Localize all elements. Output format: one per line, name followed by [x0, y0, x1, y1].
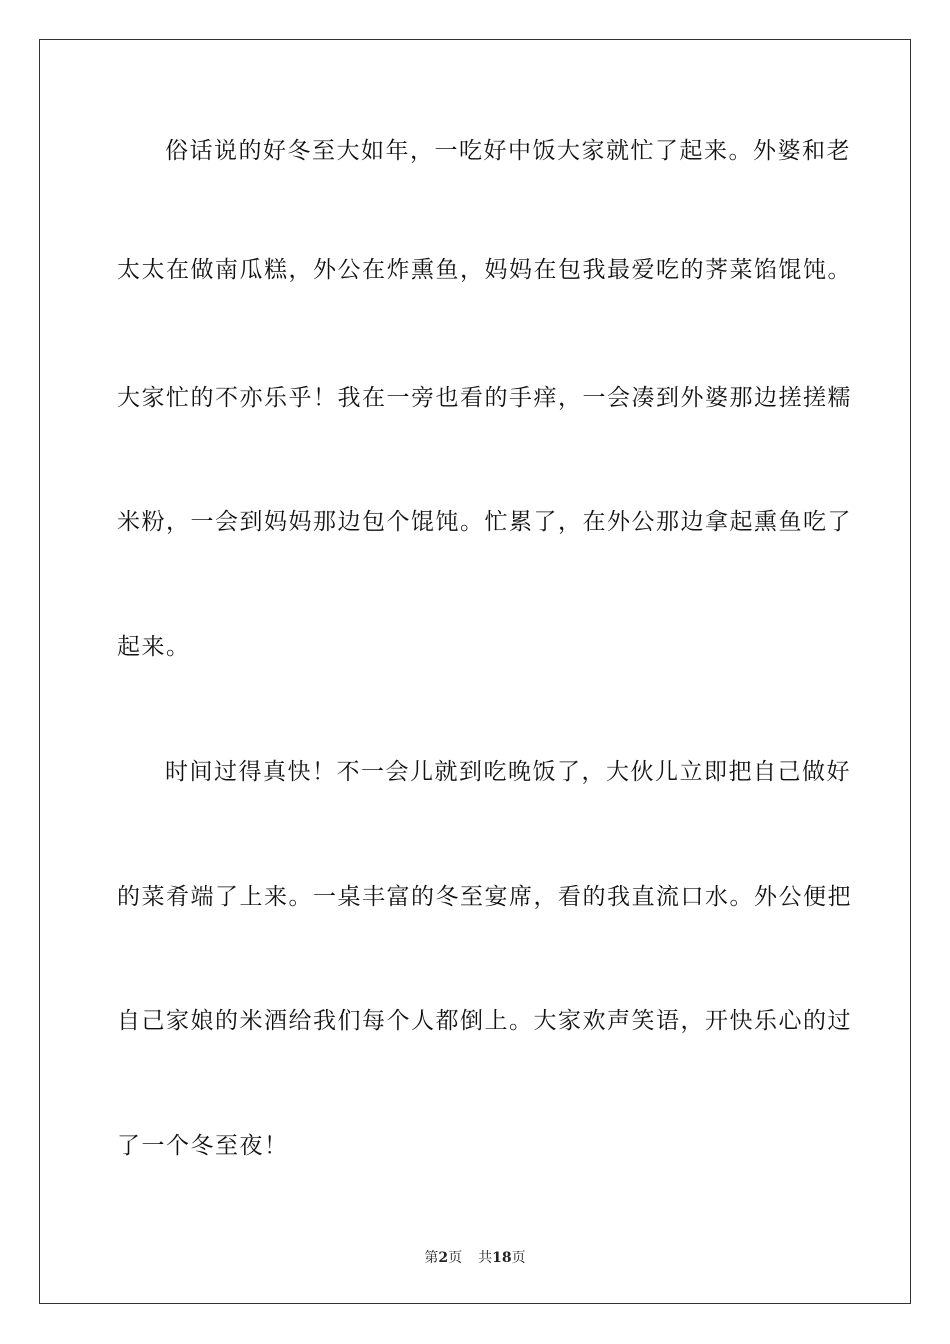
text-line-4: 米粉，一会到妈妈那边包个馄饨。忙累了，在外公那边拿起熏鱼吃了	[117, 509, 852, 535]
text-line-6: 时间过得真快！不一会儿就到吃晚饭了，大伙儿立即把自己做好	[165, 759, 851, 785]
text-line-2: 太太在做南瓜糕，外公在炸熏鱼，妈妈在包我最爱吃的荠菜馅馄饨。	[117, 257, 852, 283]
page-prefix: 第	[424, 1250, 439, 1266]
text-line-9: 了一个冬至夜！	[117, 1133, 289, 1159]
total-prefix: 共	[478, 1250, 493, 1266]
text-line-5: 起来。	[117, 634, 191, 660]
text-line-8: 自己家娘的米酒给我们每个人都倒上。大家欢声笑语，开快乐心的过	[117, 1008, 852, 1034]
total-pages: 18	[492, 1250, 512, 1266]
text-line-1: 俗话说的好冬至大如年，一吃好中饭大家就忙了起来。外婆和老	[165, 138, 851, 164]
text-line-7: 的菜肴端了上来。一桌丰富的冬至宴席，看的我直流口水。外公便把	[117, 884, 852, 910]
total-suffix: 页	[511, 1250, 526, 1266]
page-suffix: 页	[448, 1250, 463, 1266]
page-border	[39, 39, 911, 1304]
text-line-3: 大家忙的不亦乐乎！我在一旁也看的手痒，一会凑到外婆那边搓搓糯	[117, 385, 852, 411]
page-footer	[0, 1249, 950, 1267]
page-number: 2	[438, 1250, 449, 1266]
